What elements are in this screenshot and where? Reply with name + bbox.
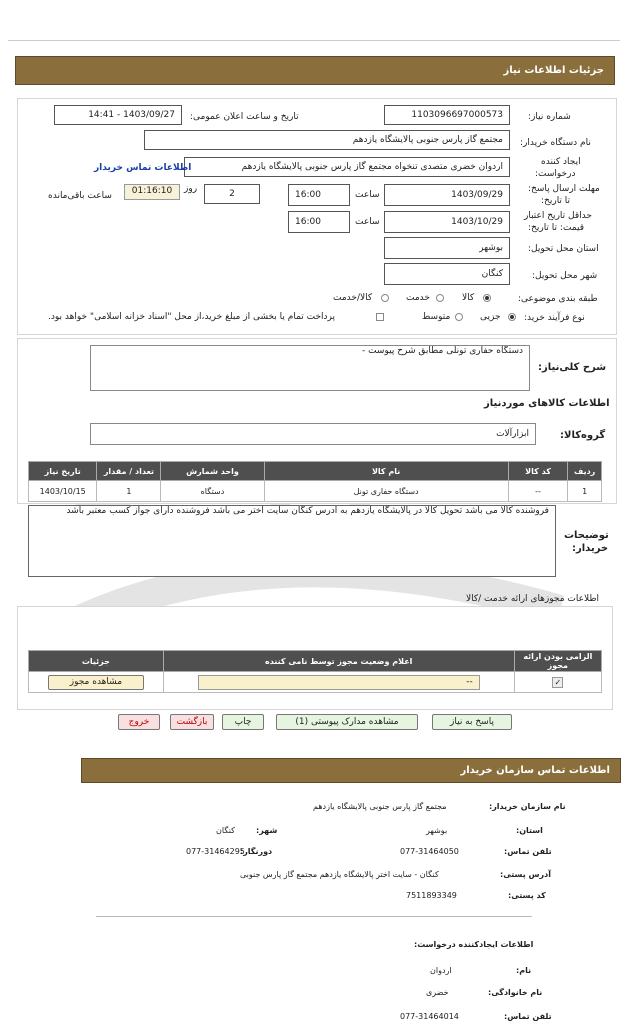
- category-option-goods-service: کالا/خدمت: [333, 293, 373, 303]
- category-label: طبقه بندی موضوعی:: [518, 294, 598, 304]
- price-validity-label-2: قیمت: تا تاریخ:: [528, 223, 584, 233]
- contact-province-value: بوشهر: [426, 826, 448, 835]
- view-attachments-button[interactable]: مشاهده مدارک پیوستی (1): [276, 714, 418, 730]
- top-divider: [8, 40, 620, 41]
- col-code: کد کالا: [508, 462, 568, 481]
- buyer-notes-label-1: توضیحات: [564, 530, 609, 541]
- table-row: [29, 481, 602, 502]
- days-remaining-field: 2: [204, 184, 260, 204]
- permits-title: اطلاعات مجوزهای ارائه خدمت /کالا: [466, 594, 600, 604]
- announce-datetime-field: 1403/09/27 - 14:41: [54, 105, 182, 125]
- buyer-org-field: مجتمع گاز پارس جنوبی پالایشگاه یازدهم: [144, 130, 510, 150]
- view-permit-button[interactable]: مشاهده مجوز: [48, 675, 144, 690]
- goods-group-label: گروه‌کالا:: [560, 430, 606, 441]
- reply-date-field: 1403/09/29: [384, 184, 510, 206]
- cell-unit: دستگاه: [161, 481, 264, 502]
- category-option-service: خدمت: [406, 293, 430, 303]
- print-button[interactable]: چاپ: [222, 714, 264, 730]
- purchase-type-label: نوع فرآیند خرید:: [524, 313, 585, 323]
- creator-phone-label: تلفن تماس:: [504, 1012, 552, 1021]
- col-permit-status: اعلام وضعیت مجوز توسط نامی کننده: [163, 651, 514, 672]
- purchase-type-option-minor: جزیی: [480, 312, 501, 322]
- permit-status-cell: [163, 672, 514, 693]
- need-number-label: شماره نیاز:: [528, 112, 571, 122]
- col-permit-required: الزامی بودن ارائه مجوز: [514, 651, 601, 672]
- contact-fax-label: دورنگار:: [240, 847, 273, 856]
- table-row: [29, 672, 602, 693]
- contact-divider: [96, 916, 532, 917]
- need-number-field: 1103096697000573: [384, 105, 510, 125]
- contact-province-label: استان:: [516, 826, 543, 835]
- reply-time-field: 16:00: [288, 184, 350, 206]
- purchase-type-radio-minor[interactable]: [508, 313, 516, 321]
- cell-name: دستگاه حفاری تونل: [264, 481, 508, 502]
- purchase-type-option-medium: متوسط: [422, 312, 451, 322]
- col-permit-details: جزئیات: [29, 651, 164, 672]
- contact-phone-label: تلفن تماس:: [504, 847, 552, 856]
- reply-to-need-button[interactable]: پاسخ به نیاز: [432, 714, 512, 730]
- permit-required-checkbox[interactable]: ✓: [552, 677, 563, 688]
- contact-org-label: نام سازمان خریدار:: [489, 802, 566, 811]
- contact-org-value: مجتمع گاز پارس جنوبی پالایشگاه یازدهم: [313, 802, 447, 811]
- treasury-payment-note: پرداخت تمام یا بخشی از مبلغ خرید،از محل "اسناد خزانه اسلامی" خواهد بود.: [48, 312, 336, 322]
- col-row: ردیف: [568, 462, 602, 481]
- province-field: بوشهر: [384, 237, 510, 259]
- treasury-payment-checkbox[interactable]: [376, 313, 384, 321]
- category-radio-goods[interactable]: [483, 294, 491, 302]
- contact-postal-label: کد پستی:: [508, 891, 546, 900]
- price-validity-time-field: 16:00: [288, 211, 350, 233]
- col-name: نام کالا: [264, 462, 508, 481]
- contact-city-label: شهر:: [256, 826, 278, 835]
- contact-postal-value: 7511893349: [406, 891, 457, 900]
- price-validity-time-label: ساعت: [355, 217, 380, 227]
- cell-row: 1: [568, 481, 602, 502]
- category-radio-goods-service[interactable]: [381, 294, 389, 302]
- requester-field: اردوان خضری متصدی تنخواه مجتمع گاز پارس جنوبی پالایشگاه یازدهم: [184, 157, 510, 177]
- category-option-goods: کالا: [462, 293, 475, 303]
- permits-table: [28, 650, 602, 693]
- creator-name-value: اردوان: [430, 966, 452, 975]
- requester-label-1: ایجاد کننده: [541, 157, 581, 167]
- permit-details-cell: [29, 672, 164, 693]
- requester-label-2: درخواست:: [535, 169, 576, 179]
- contact-phone-value: 077-31464050: [400, 847, 459, 856]
- col-unit: واحد شمارش: [161, 462, 264, 481]
- category-radio-service[interactable]: [436, 294, 444, 302]
- creator-family-value: خضری: [426, 988, 449, 997]
- purchase-type-radio-medium[interactable]: [455, 313, 463, 321]
- goods-section-title: اطلاعات کالاهای موردنیاز: [484, 398, 610, 409]
- price-validity-date-field: 1403/10/29: [384, 211, 510, 233]
- permit-required-cell: [514, 672, 601, 693]
- details-header: [15, 56, 615, 85]
- announce-datetime-label: تاریخ و ساعت اعلان عمومی:: [190, 112, 299, 122]
- col-quantity: تعداد / مقدار: [97, 462, 161, 481]
- buyer-notes-field: فروشنده کالا می باشد تحویل کالا در پالایشگاه یازدهم به آدرس کنگان سایت اختر می باشد فروشنده دارای جواز کسب معتبر باشد: [28, 505, 556, 577]
- contact-title: اطلاعات تماس سازمان خریدار: [460, 765, 610, 776]
- price-validity-label-1: حداقل تاریخ اعتبار: [524, 211, 592, 221]
- permits-table-header: [29, 651, 602, 672]
- contact-address-label: آدرس پستی:: [500, 870, 551, 879]
- contact-city-value: کنگان: [216, 826, 235, 835]
- exit-button[interactable]: خروج: [118, 714, 160, 730]
- remaining-hours-label: ساعت باقی‌مانده: [48, 191, 112, 201]
- buyer-contact-link[interactable]: اطلاعات تماس خریدار: [94, 163, 192, 173]
- creator-name-label: نام:: [516, 966, 532, 975]
- reply-time-label: ساعت: [355, 190, 380, 200]
- buyer-org-label: نام دستگاه خریدار:: [520, 138, 591, 148]
- summary-field: دستگاه حفاری تونلی مطابق شرح پیوست -: [90, 345, 530, 391]
- city-label: شهر محل تحویل:: [532, 271, 598, 281]
- summary-label: شرح کلی‌نیاز:: [538, 362, 607, 373]
- page-title: جزئیات اطلاعات نیاز: [503, 65, 604, 76]
- reply-deadline-label-2: تا تاریخ:: [541, 196, 571, 206]
- contact-header: [81, 758, 621, 783]
- reply-deadline-label-1: مهلت ارسال پاسخ:: [528, 184, 600, 194]
- countdown-timer: 01:16:10: [124, 184, 180, 200]
- province-label: استان محل تحویل:: [528, 244, 599, 254]
- col-need-date: تاریخ نیاز: [29, 462, 97, 481]
- goods-table: [28, 461, 602, 502]
- city-field: کنگان: [384, 263, 510, 285]
- permit-status-field[interactable]: --: [198, 675, 480, 690]
- goods-table-header: [29, 462, 602, 481]
- days-label: روز: [184, 184, 198, 194]
- cell-need-date: 1403/10/15: [29, 481, 97, 502]
- back-button[interactable]: بازگشت: [170, 714, 214, 730]
- buyer-notes-label-2: خریدار:: [572, 543, 609, 554]
- cell-code: --: [508, 481, 568, 502]
- goods-group-field: ابزارآلات: [90, 423, 536, 445]
- cell-quantity: 1: [97, 481, 161, 502]
- contact-address-value: کنگان - سایت اختر پالایشگاه یازدهم مجتمع گاز پارس جنوبی: [240, 870, 439, 879]
- creator-family-label: نام خانوادگی:: [488, 988, 543, 997]
- creator-phone-value: 077-31464014: [400, 1012, 459, 1021]
- creator-title: اطلاعات ایجادکننده درخواست:: [414, 940, 534, 949]
- contact-fax-value: 077-31464295: [186, 847, 245, 856]
